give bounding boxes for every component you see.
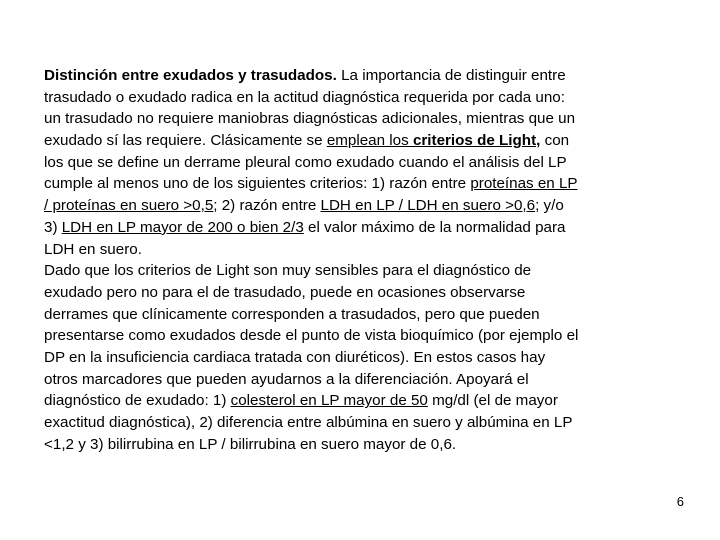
text-run: Dado que los criterios de Light son muy sensibles para el diagnóstico de bbox=[44, 262, 532, 280]
text-run: LDH en suero. bbox=[44, 240, 142, 258]
text-line bbox=[44, 260, 684, 282]
text-line bbox=[44, 412, 684, 434]
text-line bbox=[44, 130, 684, 152]
text-line bbox=[44, 217, 684, 239]
text-line bbox=[44, 239, 684, 261]
text-run: ; 2) razón entre bbox=[213, 197, 321, 215]
underlined-term: / proteínas en suero >0,5 bbox=[44, 197, 214, 215]
text-line bbox=[44, 173, 684, 195]
text-run: 3) bbox=[44, 218, 62, 236]
text-run: un trasudado no requiere maniobras diagnósticas adicionales, mientras que un bbox=[44, 110, 576, 128]
underlined-term: LDH en LP mayor de 200 o bien 2/3 bbox=[61, 218, 304, 236]
text-run: los que se define un derrame pleural como exudado cuando el análisis del LP bbox=[44, 153, 567, 171]
text-run: trasudado o exudado radica en la actitud diagnóstica requerida por cada uno: bbox=[44, 88, 565, 106]
text-line bbox=[44, 390, 684, 412]
text-run: mg/dl (el de mayor bbox=[427, 392, 558, 410]
text-run: otros marcadores que pueden ayudarnos a la diferenciación. Apoyará el bbox=[44, 370, 529, 388]
text-line bbox=[44, 195, 684, 217]
text-run: derrames que clínicamente corresponden a trasudados, pero que pueden bbox=[44, 305, 540, 323]
text-run: exudado sí las requiere. Clásicamente se bbox=[44, 132, 327, 150]
text-run: <1,2 y 3) bilirrubina en LP / bilirrubina en suero mayor de 0,6. bbox=[44, 435, 457, 453]
underlined-term: colesterol en LP mayor de 50 bbox=[230, 392, 428, 410]
text-run: diagnóstico de exudado: 1) bbox=[44, 392, 231, 410]
text-run: La importancia de distinguir entre bbox=[336, 67, 566, 84]
text-line bbox=[44, 65, 684, 87]
text-line bbox=[44, 325, 684, 347]
underlined-term: LDH en LP / LDH en suero >0,6 bbox=[320, 197, 536, 215]
text-line bbox=[44, 108, 684, 130]
text-run: presentarse como exudados desde el punto de vista bioquímico (por ejemplo el bbox=[44, 327, 579, 345]
text-run: exactitud diagnóstica), 2) diferencia entre albúmina en suero y albúmina en LP bbox=[44, 414, 573, 431]
text-run: ; y/o bbox=[535, 197, 564, 215]
text-run: el valor máximo de la normalidad para bbox=[303, 218, 566, 236]
page-number: 6 bbox=[676, 494, 684, 509]
text-line bbox=[44, 87, 684, 109]
underlined-term: proteínas en LP bbox=[470, 175, 578, 193]
text-line bbox=[44, 152, 684, 174]
text-run: DP en la insuficiencia cardiaca tratada con diuréticos). En estos casos hay bbox=[44, 348, 546, 366]
text-line bbox=[44, 304, 684, 326]
text-line bbox=[44, 347, 684, 369]
underlined-term: emplean los bbox=[326, 132, 413, 150]
text-line bbox=[44, 282, 684, 304]
section-heading: Distinción entre exudados y trasudados. bbox=[44, 67, 337, 84]
emphasized-term: criterios de Light, bbox=[412, 132, 541, 150]
text-run: exudado pero no para el de trasudado, puede en ocasiones observarse bbox=[44, 283, 526, 301]
text-run: con bbox=[540, 132, 570, 150]
text-line bbox=[44, 369, 684, 391]
body-text bbox=[44, 65, 684, 455]
text-run: cumple al menos uno de los siguientes criterios: 1) razón entre bbox=[44, 175, 471, 193]
text-line bbox=[44, 434, 684, 456]
